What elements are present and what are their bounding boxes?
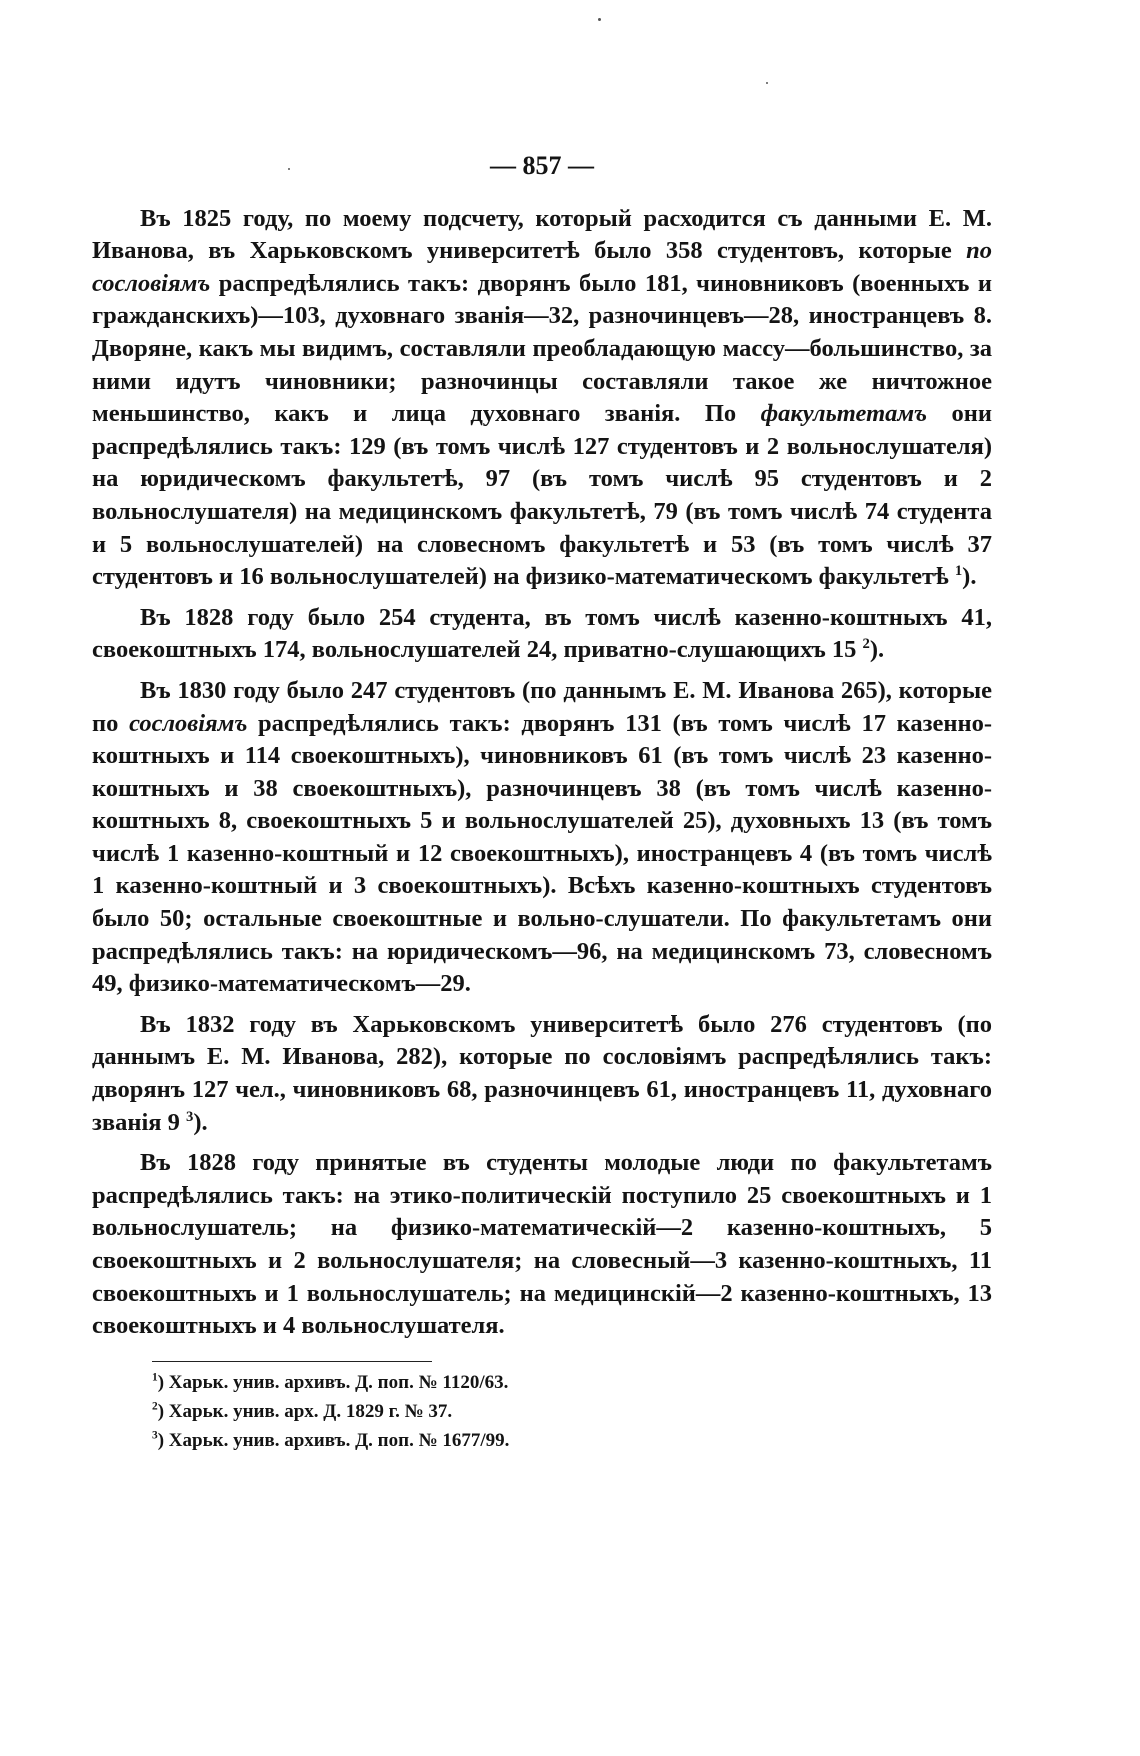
body-text (92, 203, 992, 1343)
paragraph-text: Въ 1828 году было 254 студента, въ томъ числѣ казенно-коштныхъ 41, своекоштныхъ 174, вольнослушателей 24, приватно-слушающихъ 15 (92, 603, 992, 664)
footnote-text: Харьк. унив. архивъ. Д. поп. № 1677/99. (168, 1429, 510, 1451)
paragraph (92, 675, 992, 1001)
footnotes (152, 1368, 992, 1455)
footnote-paren: ) (157, 1429, 169, 1451)
footnote-mark: 3 (152, 1429, 158, 1442)
paragraph-text: Въ 1825 году, по моему подсчету, который расходится съ данными Е. М. Иванова, въ Харьковскомъ университетѣ было 358 студентовъ, которые (92, 204, 992, 265)
paragraph-text: Въ 1830 году было 247 студентовъ (по даннымъ Е. М. Иванова 265), которые по (92, 676, 992, 737)
paragraph-text: распредѣлялись такъ: дворянъ 131 (въ томъ числѣ 17 казенно-коштныхъ и 114 своекоштныхъ), чиновниковъ 61 (въ томъ числѣ 23 казенно-коштныхъ и 38 своекоштныхъ), разночинцевъ 38 (въ томъ числѣ казенно-коштныхъ 8, своекоштныхъ 5 и вольнослушателей 25), духовныхъ 13 (въ томъ числѣ 1 казенно-коштный и 12 своекоштныхъ), иностранцевъ 4 (въ томъ числѣ 1 казенно-коштный и 3 своекоштныхъ). Всѣхъ казенно-коштныхъ студентовъ было 50; остальные своекоштные и вольно-слушатели. По факультетамъ они распредѣлялись такъ: на юридическомъ—96, на медицинскомъ 73, словесномъ 49, физико-математическомъ—29. (92, 709, 992, 998)
footnote (152, 1426, 992, 1455)
footnote-paren: ) (157, 1400, 169, 1422)
footnote (152, 1397, 992, 1426)
paragraph-text: ). (869, 636, 885, 664)
paragraph (92, 1009, 992, 1139)
footnote-text: Харьк. унив. архивъ. Д. поп. № 1120/63. (168, 1371, 509, 1393)
scan-speck (598, 18, 601, 21)
paragraph-text: они распредѣлялись такъ: 129 (въ томъ числѣ 127 студентовъ и 2 вольнослушателя) на юридическомъ факультетѣ, 97 (въ томъ числѣ 95 студентовъ и 2 вольнослушателя) на медицинскомъ факультетѣ, 79 (въ томъ числѣ 74 студента и 5 вольнослушателей) на словесномъ факультетѣ и 53 (въ томъ числѣ 37 студентовъ и 16 вольнослушателей) на физико-математическомъ факультетѣ (92, 400, 992, 591)
paragraph (92, 1147, 992, 1343)
paragraph-text: Въ 1828 году принятые въ студенты молодые люди по факультетамъ распредѣлялись такъ: на этико-политическій поступило 25 своекоштныхъ и 1 вольнослушатель; на физико-математическій—2 казенно-коштныхъ, 5 своекоштныхъ и 2 вольнослушателя; на словесный—3 казенно-коштныхъ, 11 своекоштныхъ и 1 вольнослушатель; на медицинскій—2 казенно-коштныхъ, 13 своекоштныхъ и 4 вольнослушателя. (92, 1149, 992, 1340)
footnote-reference: 3 (186, 1108, 194, 1125)
footnote-mark: 2 (152, 1400, 158, 1413)
footnote-text: Харьк. унив. арх. Д. 1829 г. № 37. (168, 1400, 453, 1422)
footnote (152, 1368, 992, 1397)
emphasis-text: факультетамъ (760, 400, 928, 428)
paragraph (92, 602, 992, 667)
paragraph-text: ). (962, 563, 977, 591)
footnote-reference: 1 (954, 562, 963, 579)
paragraph-text: распредѣлялись такъ: дворянъ было 181, чиновниковъ (военныхъ и гражданскихъ)—103, духовнаго званія—32, разночинцевъ—28, иностранцевъ 8. Дворяне, какъ мы видимъ, составляли преобладающую массу—большинство, за ними идутъ чиновники; разночинцы составляли такое же ничтожное меньшинство, какъ и лица духовнаго званія. По (92, 269, 992, 428)
emphasis-text: сословіямъ (129, 709, 248, 737)
paragraph-text: Въ 1832 году въ Харьковскомъ университетѣ было 276 студентовъ (по даннымъ Е. М. Иванова, 282), которые по сословіямъ распредѣлялись такъ: дворянъ 127 чел., чиновниковъ 68, разночинцевъ 61, иностранцевъ 11, духовнаго званія 9 (92, 1010, 992, 1136)
paragraph-text: ). (193, 1108, 208, 1136)
scan-speck (766, 82, 768, 84)
footnote-paren: ) (157, 1371, 169, 1393)
footnote-reference: 2 (862, 636, 870, 653)
emphasis-text: по сословіямъ (92, 237, 992, 297)
paragraph (92, 203, 992, 594)
page-number: — 857 — (490, 151, 594, 180)
footnote-mark: 1 (152, 1371, 158, 1384)
book-page (92, 150, 992, 1455)
footnote-divider (152, 1361, 432, 1362)
